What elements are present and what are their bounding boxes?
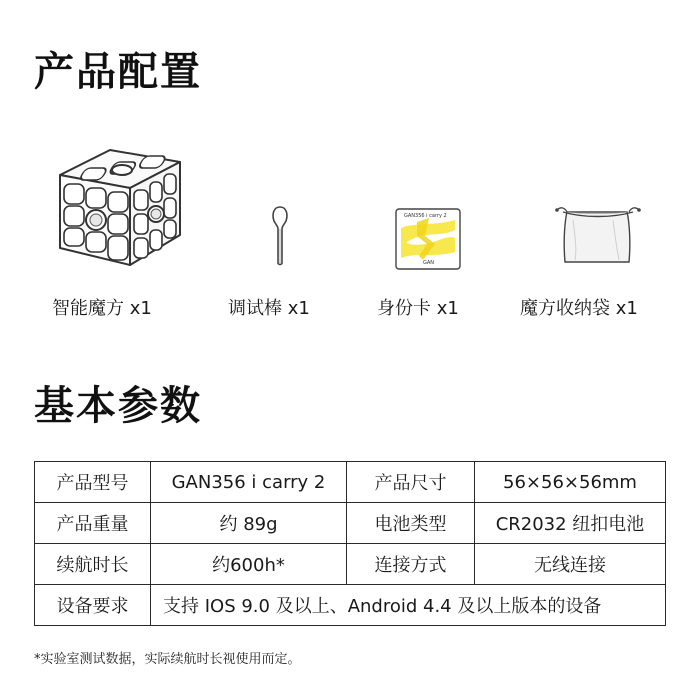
spec-value-weight: 约 89g [151, 503, 347, 544]
item-label-card: 身份卡 x1 [377, 298, 459, 319]
section-title-config: 产品配置 [34, 49, 202, 95]
section-title-specs: 基本参数 [34, 383, 202, 429]
item-label-cube: 智能魔方 x1 [52, 298, 152, 319]
spec-value-battery: CR2032 纽扣电池 [475, 503, 666, 544]
table-row [35, 503, 666, 544]
spec-key-size: 产品尺寸 [347, 462, 475, 503]
rubiks-cube-icon [50, 140, 190, 270]
spec-key-connection: 连接方式 [347, 544, 475, 585]
table-row [35, 462, 666, 503]
spec-value-requirements: 支持 IOS 9.0 及以上、Android 4.4 及以上版本的设备 [151, 585, 666, 626]
spec-key-model: 产品型号 [35, 462, 151, 503]
spec-key-battery: 电池类型 [347, 503, 475, 544]
item-label-pin: 调试棒 x1 [228, 298, 310, 319]
spec-value-connection: 无线连接 [475, 544, 666, 585]
specs-table [34, 461, 666, 626]
spec-value-size: 56×56×56mm [475, 462, 666, 503]
item-label-bag: 魔方收纳袋 x1 [520, 298, 638, 319]
storage-bag-icon [553, 200, 643, 264]
id-card-icon [395, 208, 461, 270]
spec-key-endurance: 续航时长 [35, 544, 151, 585]
spec-key-weight: 产品重量 [35, 503, 151, 544]
footnote: *实验室测试数据，实际续航时长视使用而定。 [34, 652, 301, 667]
table-row [35, 544, 666, 585]
card-title: GAN356 i carry 2 [404, 213, 447, 219]
card-brand: GAN [423, 260, 435, 266]
spec-value-model: GAN356 i carry 2 [151, 462, 347, 503]
debug-pin-icon [268, 205, 292, 267]
spec-value-endurance: 约600h* [151, 544, 347, 585]
spec-key-requirements: 设备要求 [35, 585, 151, 626]
table-row [35, 585, 666, 626]
